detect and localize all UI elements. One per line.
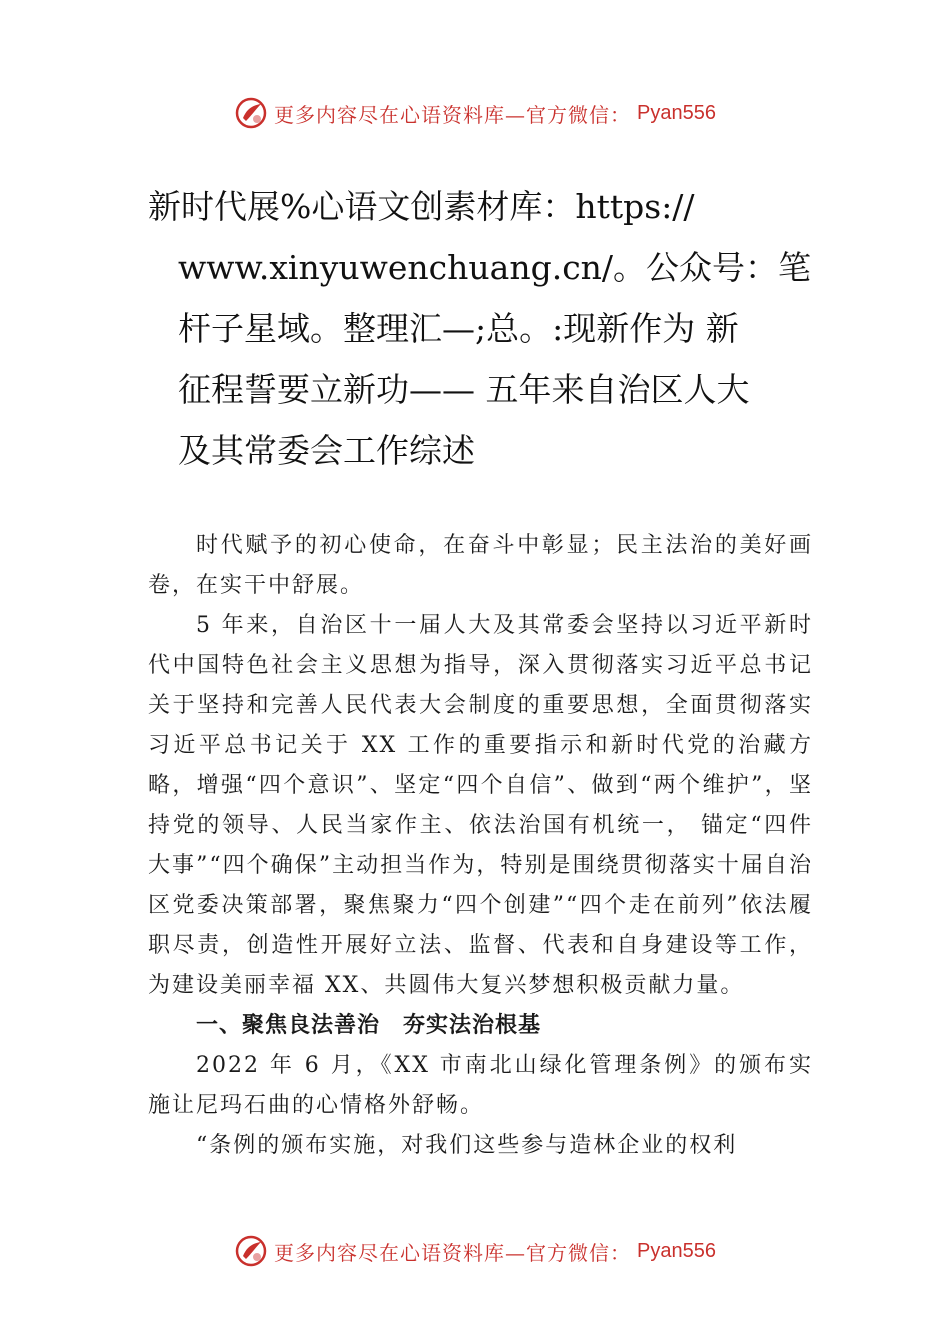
watermark-text: 更多内容尽在心语资料库—官方微信： — [274, 102, 632, 127]
title-line-1: 新时代展%心语文创素材库：https:// — [148, 187, 695, 226]
paragraph-intro: 时代赋予的初心使命，在奋斗中彰显；民主法治的美好画卷，在实干中舒展。 — [148, 533, 813, 598]
document-title — [148, 176, 812, 481]
brand-logo-icon — [234, 96, 268, 130]
title-line-3: 杆子星域。整理汇—;总。:现新作为 新 — [178, 309, 739, 348]
title-line-4: 征程誓要立新功—— 五年来自治区人大 — [178, 370, 750, 409]
paragraph-quote: “条例的颁布实施，对我们这些参与造林企业的权利 — [196, 1133, 738, 1158]
brand-logo-icon — [234, 1234, 268, 1268]
section-heading-1: 一、聚焦良法善治 夯实法治根基 — [196, 1013, 542, 1038]
watermark-wechat-id: Pyan556 — [637, 1239, 716, 1262]
watermark-wechat-id: Pyan556 — [637, 101, 716, 124]
watermark-text: 更多内容尽在心语资料库—官方微信： — [274, 1240, 632, 1265]
title-line-5: 及其常委会工作综述 — [178, 431, 475, 470]
header-watermark — [0, 96, 950, 130]
title-line-2: www.xinyuwenchuang.cn/。公众号：笔 — [178, 248, 812, 287]
paragraph-five-years: 5 年来，自治区十一届人大及其常委会坚持以习近平新时代中国特色社会主义思想为指导，深入贯彻落实习近平总书记关于坚持和完善人民代表大会制度的重要思想，全面贯彻落实习近平总书记关于 XX 工作的重要指示和新时代党的治藏方略，增强“四个意识”、坚定“四个自信”、做到“两个维护”，坚持党的领导、人民当家作主、依法治国有机统一， 锚定“四件大事”“四个确保”主动担当作为，特别是围绕贯彻落实十届自治区党委决策部署，聚焦聚力“四个创建”“四个走在前列”依法履职尽责，创造性开展好立法、监督、代表和自身建设等工作，为建设美丽幸福 XX、共圆伟大复兴梦想积极贡献力量。 — [148, 613, 813, 998]
footer-watermark — [0, 1234, 950, 1268]
paragraph-regulation: 2022 年 6 月，《XX 市南北山绿化管理条例》的颁布实施让尼玛石曲的心情格外舒畅。 — [148, 1053, 813, 1118]
document-body — [148, 526, 813, 1166]
